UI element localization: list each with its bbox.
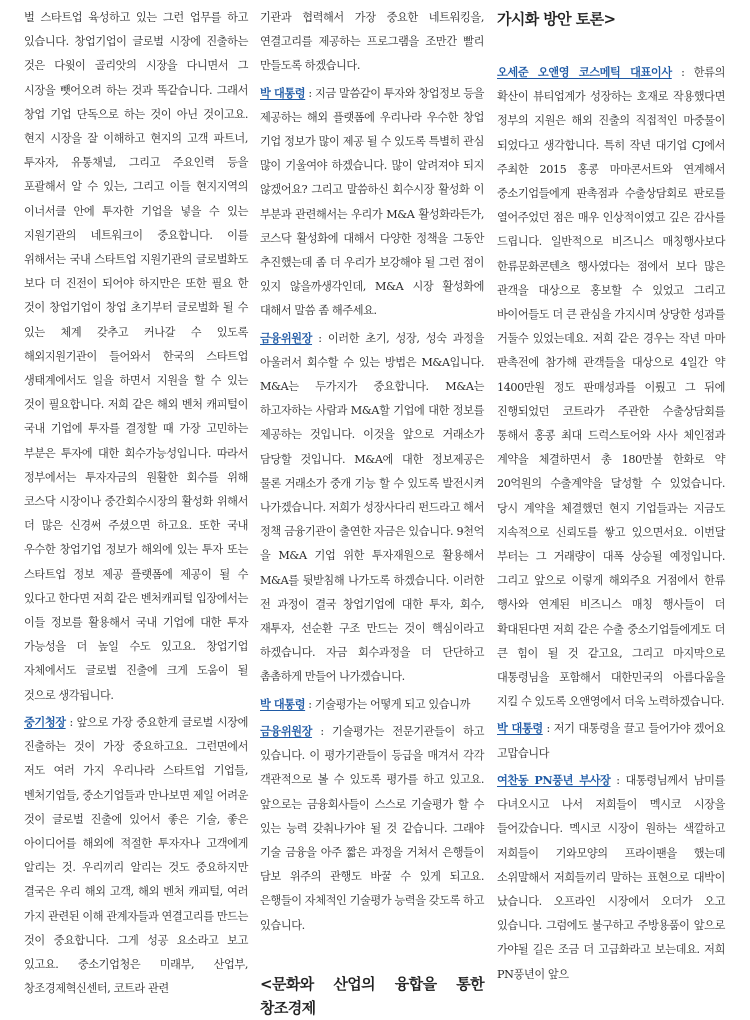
paragraph [24, 6, 248, 708]
paragraph [260, 81, 484, 324]
speaker-label: 박 대통령 [260, 696, 306, 711]
paragraph [497, 716, 725, 765]
paragraph [24, 710, 248, 1001]
paragraph-text: : 저기 대통령을 끌고 들어가야 겠어요 고맙습니다 [497, 722, 725, 760]
column-left [24, 6, 248, 996]
paragraph-text: : 지금 말씀같이 투자와 창업정보 등을 제공하는 해외 플랫폼에 우리나라 우수한 창업 기업 정보가 많이 제공 될 수 있도록 특별히 관심 많이 기울여야 하겠습니다. 많이 알려져야 되지 않겠어요? 그리고 말씀하신 회수시장 활성화 이 부분과 관련해서는 우리가 M&A 활성화라든가, 코스닥 활성화에 대해서 다양한 정책을 그동안 추진했는데 좀 더 우리가 보강해야 될 그런 점이 있지 않을까생각인데, M&A 시장 활성화에 대해서 말씀 좀 해주세요. [260, 86, 485, 318]
paragraph-text: : 이러한 초기, 성장, 성숙 과정을 아울러서 회수할 수 있는 방법은 M&A입니다. M&A는 두가지가 중요합니다. M&A는 하고자하는 사람과 M&A할 기업에 대한 정보를 제공하는 것입니다. 이것을 앞으로 거래소가 담당할 것입니다. M&A에 대한 정보제공은 물론 거래소가 중개 기능 할 수 있도록 발전시켜 나가겠습니다. 저희가 성장사다리 펀드라고 해서 정책 금융기관이 출연한 자금은 있습니다. 9천억 을 M&A 기업 위한 투자재원으로 활용해서 M&A를 뒷받침해 나가도록 하겠습니다. 이러한 전 과정이 결국 창업기업에 대한 투자, 회수, 재투자, 선순환 구조 만드는 것이 핵심이라고 하겠습니다. 자금 회수과정을 더 단단하고 촘촘하게 만들어 나가겠습니다. [260, 331, 484, 684]
paragraph-text: : 대통령님께서 남미를 다녀오시고 나서 저희들이 멕시코 시장을 들어갔습니다. 멕시코 시장이 원하는 색깔하고 저희들이 기와모양의 프라이팬을 했는데 소위말해서 저희들끼리 말하는 표현으로 대박이 났습니다. 오프라인 시장에서 오더가 오고 있습니다. 그럼에도 불구하고 주방용품이 앞으로 가야될 길은 조금 더 고급화라고 보는데요. 저희 PN풍년이 앞으 [497, 773, 725, 981]
column-right [497, 6, 726, 981]
speaker-label: 금융위원장 [260, 723, 313, 738]
paragraph [260, 719, 484, 938]
speaker-label: 금융위원장 [260, 330, 313, 345]
paragraph-text: : 앞으로 가장 중요한게 글로벌 시장에 진출하는 것이 가장 중요하고요. 그런면에서 저도 여러 가지 우리나라 스타트업 기업들, 벤처기업들, 중소기업들과 만나보면 제일 어려운 것이 글로벌 진출에 있어서 좋은 기술, 좋은 아이디어를 해외에 적절한 투자자나 고객에게 알리는 것. 우리끼리 알리는 것도 중요하지만 결국은 우리 해외 고객, 해외 벤처 캐피털, 여러 가지 관련된 이해 관계자들과 연결고리를 만드는 것이 중요합니다. 그게 성공 요소라고 보고 있고요. 중소기업청은 미래부, 산업부, 창조경제혁신센터, 코트라 관련 [24, 715, 248, 996]
paragraph [497, 768, 725, 987]
paragraph-text: : 기술평가는 어떻게 되고 있습니까 [305, 697, 470, 711]
column-middle [260, 6, 485, 1017]
speaker-label: 중기청장 [24, 714, 66, 729]
paragraph-text: : 한류의 확산이 뷰티업계가 성장하는 호재로 작용했다면 정부의 지원은 해외 진출의 직접적인 마중물이 되었다고 생각합니다. 특히 작년 대기업 CJ에서 주최한 2015 홍콩 마마콘서트와 연계해서 중소기업들에게 판촉점과 수출상담회로 판로를 열어주었던 점은 매우 인상적이였고 깊은 감사를 드립니다. 일반적으로 비즈니스 매칭행사보다 한류문화콘텐츠 행사였다는 점에서 보다 많은 관객을 대상으로 홍보할 수 있었고 그리고 바이어들도 더 큰 관심을 가지시며 상당한 성과를 거둘수 있었는데요. 저희 같은 경우는 작년 마마 판촉전에 참가해 관객들을 대상으로 4일간 약 1400만원 정도 판매성과를 이뤘고 그 뒤에 진행되었던 코트라가 주관한 수출상담회를 통해서 홍콩 최대 드럭스토어와 사사 체인점과 계약을 체결하면서 총 180만불 한화로 약 20억원의 수출계약을 달성할 수 있었습니다. 당시 계약을 체결했던 현지 기업들과는 지금도 지속적으로 신뢰도를 쌓고 있으면서요. 이번달 부터는 그 거래량이 대폭 상승될 예정입니다. 그리고 앞으로 이렇게 해외주요 거점에서 한류 행사와 연계된 비즈니스 매칭 행사들이 더 확대된다면 저희 같은 수출 중소기업들에게도 더 큰 힘이 될 것 같고요, 그리고 마지막으로 대통령님을 포함해서 대한민국의 아름다움을 지킬 수 있도록 오앤영에서 더욱 노력하겠습니다. [497, 66, 726, 709]
paragraph-text: 벌 스타트업 육성하고 있는 그런 업무를 하고 있습니다. 창업기업이 글로벌 시장에 진출하는 것은 다윗이 골리앗의 시장을 다니면서 그 시장을 뺏어오려 하는 것과 똑같습니다. 그래서 창업 기업 단독으로 하는 것이 아닌 것이고요. 현지 시장을 잘 이해하고 현지의 고객 파트너, 투자자, 유통채널, 그리고 주요인력 등을 포괄해서 알 수 있는, 그리고 이들 현지지역의 이너서클 안에 투자한 기업을 넣을 수 있는 지원기관의 네트워크이 중요합니다. 이를 위해서는 국내 스타트업 지원기관의 글로벌화도 보다 더 진전이 되어야 하지만은 또한 필요 한 것이 창업기업이 창업 초기부터 글로벌화 될 수 있는 체계 갖추고 커나갈 수 있도록 해외지원기관이 들어와서 한국의 스타트업 생태계에서도 일을 하면서 지원을 할 수 있는 것이 필요합니다. 저희 같은 해외 벤처 캐피털이 국내 기업에 투자를 결정할 때 가장 고민하는 부분은 투자에 대한 회수가능성입니다. 따라서 정부에서는 투자자금의 원활한 회수를 위해 코스닥 시장이나 중간회수시장의 활성화 위해서 더 많은 신경써 주셨으면 하고요. 또한 국내 우수한 창업기업 정보가 해외에 있는 투자 또는 스타트업 정보 제공 플랫폼에 제공이 될 수 있다고 한다면 저희 같은 벤처캐피털 입장에서는 이들 정보를 활용해서 국내 기업에 대한 투자 가능성을 더 높일 수도 있고요. 창업기업 자체에서도 글로벌 진출에 크게 도움이 될 것으로 생각됩니다. [24, 11, 248, 702]
section-heading: <문화와 산업의 융합을 통한 창조경제 [260, 974, 484, 1017]
paragraph [260, 326, 484, 690]
paragraph [497, 60, 725, 714]
speaker-label: 박 대통령 [497, 721, 543, 736]
section-heading-continued: 가시화 방안 토론> [497, 10, 616, 28]
speaker-label: 박 대통령 [260, 85, 306, 100]
paragraph-text: 기관과 협력해서 가장 중요한 네트워킹을, 연결고리를 제공하는 프로그램을 조만간 빨리 만들도록 하겠습니다. [260, 11, 484, 73]
paragraph [260, 6, 484, 79]
paragraph-text: : 기술평가는 전문기관들이 하고 있습니다. 이 평가기관들이 등급을 매겨서 각각 객관적으로 볼 수 있도록 평가를 하고 있고요. 앞으로는 금융회사들이 스스로 기술평가 할 수 있는 능력 갖춰나가야 될 것 같습니다. 그래야 기술 금융을 아주 짧은 과정을 거쳐서 은행들이 담보 위주의 관행도 바꿀 수 있게 되고요. 은행들이 자체적인 기술평가 능력을 갖도록 하고 있습니다. [260, 724, 484, 932]
speaker-label: 오세준 오앤영 코스메틱 대표이사 [497, 65, 672, 79]
paragraph [260, 692, 484, 717]
speaker-label: 여찬동 PN풍년 부사장 [497, 772, 611, 787]
